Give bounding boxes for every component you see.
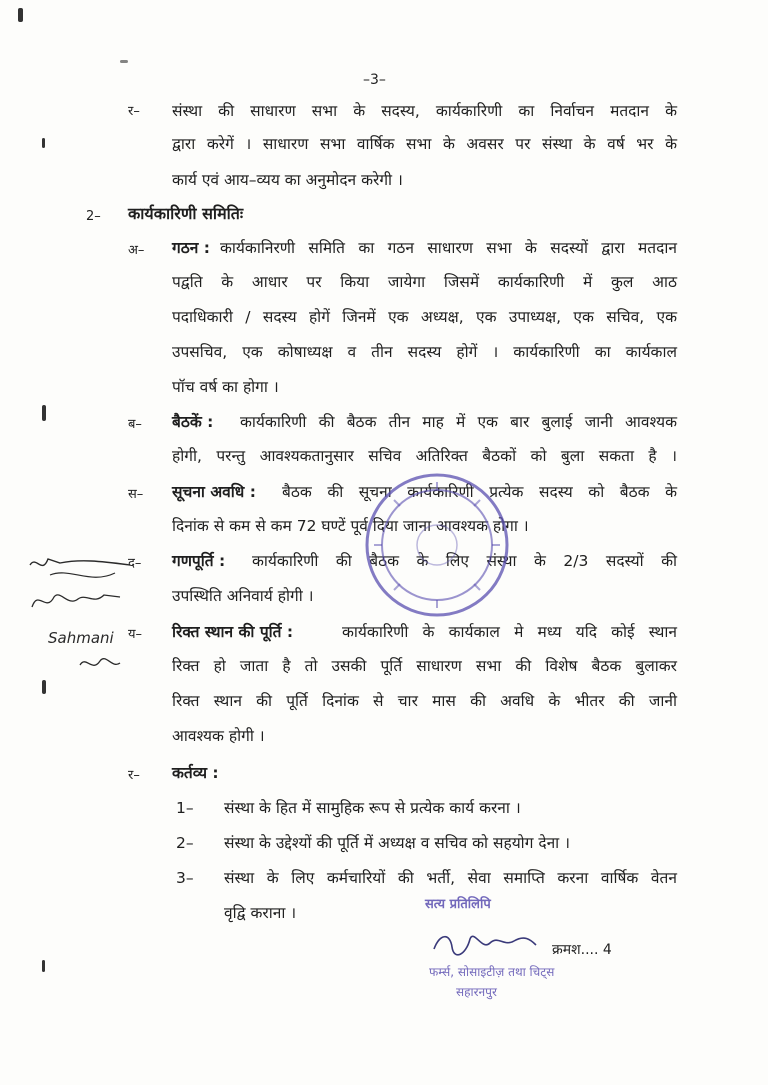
- paragraph-line: कार्यकारिणी की बैठक तीन माह में एक बार बुलाई जानी आवश्यक: [240, 413, 677, 431]
- scan-mark: [42, 405, 46, 421]
- round-seal-stamp: [362, 470, 512, 620]
- paragraph-line: दिनांक से कम से कम 72 घण्टें पूर्व दिया जाना आवश्यक होगा ।: [172, 517, 529, 535]
- scan-mark: [42, 138, 45, 148]
- scan-mark: [42, 680, 46, 694]
- officer-signature: [430, 925, 540, 960]
- stamp-title: सत्य प्रतिलिपि: [425, 897, 491, 912]
- stamp-location: सहारनपुर: [456, 985, 497, 999]
- clause-term: बैठकें :: [172, 413, 214, 431]
- paragraph-line: होगी, परन्तु आवश्यकतानुसार सचिव अतिरिक्त बैठकों को बुला सकता है ।: [172, 447, 677, 465]
- list-item: संस्था के उद्देश्यों की पूर्ति में अध्यक्ष व सचिव को सहयोग देना ।: [224, 834, 570, 852]
- paragraph-line: उपस्थिति अनिवार्य होगी ।: [172, 587, 314, 605]
- clause-marker: य–: [128, 627, 143, 642]
- page-number: –3–: [363, 72, 386, 88]
- clause-marker: अ–: [128, 243, 145, 258]
- section-heading: कार्यकारिणी समितिः: [128, 204, 244, 223]
- list-item: संस्था के हित में सामुहिक रूप से प्रत्येक कार्य करना ।: [224, 799, 521, 817]
- paragraph-line: रिक्त स्थान की पूर्ति दिनांक से चार मास की अवधि के भीतर की जानी: [172, 692, 677, 710]
- clause-term: गठन :: [172, 239, 210, 257]
- clause-marker: स–: [128, 487, 144, 502]
- paragraph-line: उपसचिव, एक कोषाध्यक्ष व तीन सदस्य होगें । कार्यकारिणी का कार्यकाल: [172, 343, 677, 361]
- paragraph-line: रिक्त हो जाता है तो उसकी पूर्ति साधारण सभा की विशेष बैठक बुलाकर: [172, 657, 677, 675]
- clause-term: सूचना अवधि :: [172, 483, 256, 501]
- paragraph-line: बैठक की सूचना कार्यकारिणी प्रत्येक सदस्य को बैठक के: [282, 483, 677, 501]
- paragraph-line: कार्यकारिणी की बैठक के लिए संस्था के 2/3 सदस्यों की: [252, 552, 677, 570]
- paragraph-line: पॉच वर्ष का होगा ।: [172, 378, 279, 396]
- clause-marker: ब–: [128, 417, 142, 432]
- clause-marker: द–: [128, 556, 142, 571]
- paragraph-line: आवश्यक होगी ।: [172, 727, 265, 745]
- clause-marker: र–: [128, 104, 140, 119]
- section-number: 2–: [86, 209, 101, 224]
- handwritten-signatures: [20, 545, 150, 685]
- scan-mark: [18, 8, 23, 22]
- clause-term: कर्तव्य :: [172, 764, 219, 782]
- list-item-number: 2–: [176, 834, 194, 852]
- clause-term: रिक्त स्थान की पूर्ति :: [172, 623, 294, 641]
- list-item-number: 3–: [176, 869, 194, 887]
- paragraph-line: पदाधिकारी / सदस्य होगें जिनमें एक अध्यक्ष, एक उपाध्यक्ष, एक सचिव, एक: [172, 308, 677, 326]
- scan-mark: [42, 960, 45, 972]
- clause-term: गणपूर्ति :: [172, 552, 226, 570]
- paragraph-line: पद्वति के आधार पर किया जायेगा जिसमें कार्यकारिणी में कुल आठ: [172, 273, 677, 291]
- signature-sahmani: Sahmani: [48, 629, 114, 647]
- stamp-office: फर्म्स, सोसाइटीज़ तथा चिट्स: [429, 965, 555, 979]
- clause-marker: र–: [128, 768, 140, 783]
- paragraph-line: संस्था की साधारण सभा के सदस्य, कार्यकारिणी का निर्वाचन मतदान के: [172, 102, 677, 120]
- paragraph-line: द्वारा करेगें । साधारण सभा वार्षिक सभा के अवसर पर संस्था के वर्ष भर के: [172, 135, 677, 153]
- scan-mark: [120, 60, 128, 63]
- list-item: संस्था के लिए कर्मचारियों की भर्ती, सेवा समाप्ति करना वार्षिक वेतन: [224, 869, 677, 887]
- continued-note: क्रमश.... 4: [552, 942, 612, 958]
- list-item-number: 1–: [176, 799, 194, 817]
- paragraph-line: कार्यकारिणी के कार्यकाल मे मध्य यदि कोई स्थान: [342, 623, 677, 641]
- paragraph-line: कार्यकानिरणी समिति का गठन साधारण सभा के सदस्यों द्वारा मतदान: [220, 239, 677, 257]
- paragraph-line: कार्य एवं आय–व्यय का अनुमोदन करेगी ।: [172, 171, 403, 189]
- list-item-continuation: वृद्वि कराना ।: [224, 904, 297, 922]
